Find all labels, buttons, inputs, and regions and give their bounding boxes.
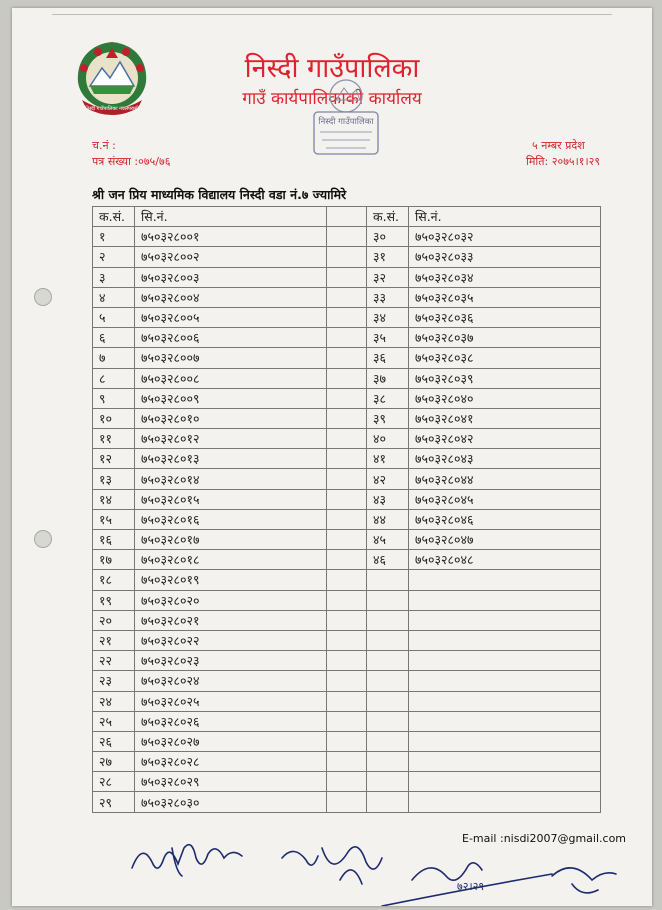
table-cell: ३२ xyxy=(367,267,409,287)
table-row xyxy=(93,328,601,348)
table-cell: ७५०३२८०४० xyxy=(409,388,601,408)
table-cell: ४२ xyxy=(367,469,409,489)
table-cell: २२ xyxy=(93,651,135,671)
table-cell xyxy=(367,731,409,751)
table-cell: ३८ xyxy=(367,388,409,408)
table-cell: १६ xyxy=(93,530,135,550)
table-body xyxy=(93,227,601,812)
table-cell xyxy=(327,429,367,449)
signatures-icon xyxy=(112,818,652,906)
table-cell: ७५०३२८०४४ xyxy=(409,469,601,489)
table-cell: ३ xyxy=(93,267,135,287)
letter-page xyxy=(12,8,652,906)
table-cell xyxy=(327,247,367,267)
table-cell xyxy=(327,267,367,287)
school-heading: श्री जन प्रिय माध्यमिक विद्यालय निस्दी वडा नं.७ ज्यामिरे xyxy=(92,187,347,202)
stamp-text: निस्दी गाउँपालिका xyxy=(318,117,374,127)
table-cell: ३५ xyxy=(367,328,409,348)
table-cell: ७५०३२८०४३ xyxy=(409,449,601,469)
table-cell xyxy=(367,651,409,671)
table-row xyxy=(93,307,601,327)
table-cell: ७५०३२८०३५ xyxy=(409,287,601,307)
table-cell: ७५०३२८००६ xyxy=(135,328,327,348)
table-cell xyxy=(327,630,367,650)
table-cell: २८ xyxy=(93,772,135,792)
table-cell: ३९ xyxy=(367,408,409,428)
table-row xyxy=(93,651,601,671)
table-row xyxy=(93,267,601,287)
table-cell xyxy=(409,731,601,751)
table-cell: ३४ xyxy=(367,307,409,327)
table-row xyxy=(93,671,601,691)
table-cell xyxy=(367,590,409,610)
table-cell xyxy=(327,792,367,812)
table-cell: ६ xyxy=(93,328,135,348)
column-header: सि.नं. xyxy=(409,207,601,227)
table-cell: १० xyxy=(93,408,135,428)
table-cell xyxy=(327,408,367,428)
table-cell xyxy=(327,287,367,307)
table-cell: २४ xyxy=(93,691,135,711)
table-row xyxy=(93,469,601,489)
table-cell: २७ xyxy=(93,752,135,772)
table-cell: ७ xyxy=(93,348,135,368)
table-cell: ७५०३२८०१२ xyxy=(135,429,327,449)
signature-date: ७२।२९ xyxy=(457,880,485,893)
table-cell xyxy=(327,368,367,388)
table-cell: २६ xyxy=(93,731,135,751)
table-row xyxy=(93,630,601,650)
table-cell xyxy=(327,691,367,711)
table-row xyxy=(93,752,601,772)
table-cell: ४४ xyxy=(367,509,409,529)
table-cell: १९ xyxy=(93,590,135,610)
table-row xyxy=(93,509,601,529)
table-cell: ७५०३२८०४६ xyxy=(409,509,601,529)
table-cell: ७५०३२८००१ xyxy=(135,227,327,247)
table-cell xyxy=(409,691,601,711)
table-cell: ७५०३२८०२० xyxy=(135,590,327,610)
table-cell xyxy=(409,630,601,650)
table-row xyxy=(93,530,601,550)
table-cell: १३ xyxy=(93,469,135,489)
column-header: क.सं. xyxy=(93,207,135,227)
table-cell: ७५०३२८०४७ xyxy=(409,530,601,550)
column-header: क.सं. xyxy=(367,207,409,227)
table-cell xyxy=(409,671,601,691)
punch-hole-icon xyxy=(34,288,52,306)
table-cell: ७५०३२८०१५ xyxy=(135,489,327,509)
table-cell: ४ xyxy=(93,287,135,307)
table-row xyxy=(93,227,601,247)
table-cell xyxy=(327,752,367,772)
table-row xyxy=(93,247,601,267)
table-row xyxy=(93,348,601,368)
table-cell xyxy=(409,610,601,630)
table-cell: ३७ xyxy=(367,368,409,388)
table-cell: ४६ xyxy=(367,550,409,570)
table-cell: ३० xyxy=(367,227,409,247)
table-cell: ७५०३२८०२७ xyxy=(135,731,327,751)
table-row xyxy=(93,429,601,449)
table-cell xyxy=(367,671,409,691)
table-cell xyxy=(327,610,367,630)
table-cell xyxy=(327,570,367,590)
table-cell: ७५०३२८०१९ xyxy=(135,570,327,590)
table-cell: ७५०३२८००४ xyxy=(135,287,327,307)
table-row xyxy=(93,772,601,792)
table-cell: ७५०३२८०१० xyxy=(135,408,327,428)
miti: मिति: २०७५।१।२९ xyxy=(526,155,601,168)
table-cell: ७५०३२८००७ xyxy=(135,348,327,368)
table-cell: १५ xyxy=(93,509,135,529)
office-name: गाउँ कार्यपालिकाको कार्यालय xyxy=(242,89,422,109)
table-cell: ३६ xyxy=(367,348,409,368)
table-cell xyxy=(327,731,367,751)
table-cell xyxy=(409,590,601,610)
table-cell xyxy=(327,449,367,469)
table-cell xyxy=(327,772,367,792)
table-cell: ४१ xyxy=(367,449,409,469)
table-cell xyxy=(367,570,409,590)
table-row xyxy=(93,368,601,388)
table-cell: ९ xyxy=(93,388,135,408)
table-cell: २१ xyxy=(93,630,135,650)
table-cell: ३३ xyxy=(367,287,409,307)
table-cell: ७५०३२८०२८ xyxy=(135,752,327,772)
table-cell xyxy=(327,328,367,348)
table-cell: ७५०३२८०३७ xyxy=(409,328,601,348)
table-cell: १४ xyxy=(93,489,135,509)
table-cell xyxy=(367,752,409,772)
table-cell: ७५०३२८००८ xyxy=(135,368,327,388)
table-cell xyxy=(327,227,367,247)
table-cell xyxy=(327,651,367,671)
table-cell: ७५०३२८०२२ xyxy=(135,630,327,650)
table-cell: १७ xyxy=(93,550,135,570)
table-cell: ७५०३२८०२१ xyxy=(135,610,327,630)
table-cell: ७५०३२८०३३ xyxy=(409,247,601,267)
table-cell: ४३ xyxy=(367,489,409,509)
column-header xyxy=(327,207,367,227)
table-cell: ३१ xyxy=(367,247,409,267)
table-row xyxy=(93,792,601,812)
table-cell xyxy=(327,711,367,731)
table-cell xyxy=(367,610,409,630)
table-row xyxy=(93,408,601,428)
table-cell: ७५०३२८००३ xyxy=(135,267,327,287)
province: ५ नम्बर प्रदेश xyxy=(532,139,585,152)
table-cell: ८ xyxy=(93,368,135,388)
email: E-mail :nisdi2007@gmail.com xyxy=(462,832,627,845)
table-cell: ४५ xyxy=(367,530,409,550)
table-cell xyxy=(327,469,367,489)
table-cell: ७५०३२८०१७ xyxy=(135,530,327,550)
table-row xyxy=(93,287,601,307)
table-cell xyxy=(409,792,601,812)
table-cell xyxy=(367,711,409,731)
table-cell: ७५०३२८०३२ xyxy=(409,227,601,247)
table-cell: ७५०३२८०२६ xyxy=(135,711,327,731)
table-cell: ७५०३२८००५ xyxy=(135,307,327,327)
table-cell: ७५०३२८०४८ xyxy=(409,550,601,570)
table-cell xyxy=(409,651,601,671)
table-row xyxy=(93,691,601,711)
punch-hole-icon xyxy=(34,530,52,548)
table-cell xyxy=(409,711,601,731)
table-cell xyxy=(409,570,601,590)
table-cell: ७५०३२८०१६ xyxy=(135,509,327,529)
table-cell xyxy=(367,772,409,792)
table-row xyxy=(93,731,601,751)
table-cell: १ xyxy=(93,227,135,247)
table-cell: ७५०३२८०३० xyxy=(135,792,327,812)
table-row xyxy=(93,610,601,630)
table-cell: ७५०३२८००२ xyxy=(135,247,327,267)
table-cell: ११ xyxy=(93,429,135,449)
table-row xyxy=(93,711,601,731)
table-cell xyxy=(327,590,367,610)
table-cell xyxy=(327,489,367,509)
table-cell xyxy=(409,772,601,792)
table-row xyxy=(93,570,601,590)
page-top-edge xyxy=(52,8,612,15)
table-cell xyxy=(367,630,409,650)
table-cell xyxy=(327,530,367,550)
table-cell: ७५०३२८०३८ xyxy=(409,348,601,368)
table-cell: ७५०३२८०१३ xyxy=(135,449,327,469)
table-cell: ७५०३२८०२५ xyxy=(135,691,327,711)
emblem-banner-text: निस्दी गाउँपालिका नवलपरासी xyxy=(85,106,139,112)
table-cell xyxy=(409,752,601,772)
table-header-row xyxy=(93,207,601,227)
cha-no: च.नं : xyxy=(92,139,116,152)
table-cell xyxy=(367,792,409,812)
table-cell: २० xyxy=(93,610,135,630)
table-row xyxy=(93,449,601,469)
table-cell xyxy=(327,388,367,408)
table-cell: ५ xyxy=(93,307,135,327)
office-stamp-icon xyxy=(308,74,384,164)
table-cell: ७५०३२८०४२ xyxy=(409,429,601,449)
table-cell: ७५०३२८०२३ xyxy=(135,651,327,671)
table-cell: २ xyxy=(93,247,135,267)
table-cell: २३ xyxy=(93,671,135,691)
table-cell xyxy=(327,348,367,368)
table-cell xyxy=(327,307,367,327)
table-cell: ७५०३२८०३९ xyxy=(409,368,601,388)
registration-table xyxy=(92,206,601,813)
org-name: निस्दी गाउँपालिका xyxy=(244,53,420,84)
table-row xyxy=(93,388,601,408)
table-cell: ७५०३२८०३४ xyxy=(409,267,601,287)
table-cell: ७५०३२८०२९ xyxy=(135,772,327,792)
table-cell: ७५०३२८०४५ xyxy=(409,489,601,509)
table-row xyxy=(93,489,601,509)
table-cell xyxy=(327,550,367,570)
table-cell: ७५०३२८००९ xyxy=(135,388,327,408)
table-cell: १८ xyxy=(93,570,135,590)
table-cell: ७५०३२८०१८ xyxy=(135,550,327,570)
table-cell: ७५०३२८०१४ xyxy=(135,469,327,489)
table-cell xyxy=(367,691,409,711)
table-cell xyxy=(327,509,367,529)
table-cell xyxy=(327,671,367,691)
column-header: सि.नं. xyxy=(135,207,327,227)
table-cell: २९ xyxy=(93,792,135,812)
table-cell: १२ xyxy=(93,449,135,469)
table-cell: ७५०३२८०३६ xyxy=(409,307,601,327)
table-cell: ७५०३२८०४१ xyxy=(409,408,601,428)
table-cell: ७५०३२८०२४ xyxy=(135,671,327,691)
table-row xyxy=(93,550,601,570)
table-cell: २५ xyxy=(93,711,135,731)
patra-sankhya: पत्र संख्या :०७५/७६ xyxy=(92,155,171,168)
table-row xyxy=(93,590,601,610)
table-cell: ४० xyxy=(367,429,409,449)
